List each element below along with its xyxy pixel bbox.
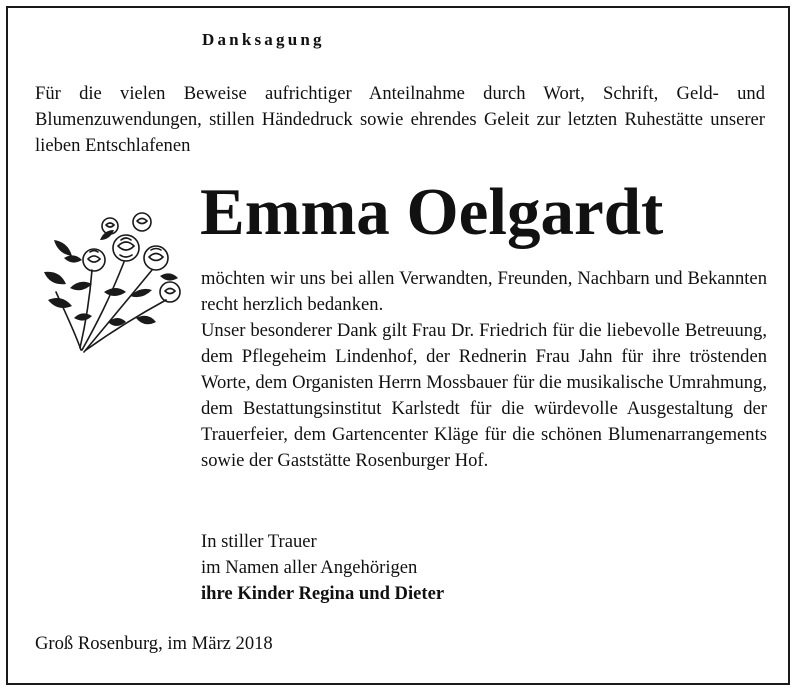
signature-block [201, 529, 444, 607]
place-date: Groß Rosenburg, im März 2018 [35, 633, 273, 654]
signature-line-2: im Namen aller Angehörigen [201, 557, 418, 578]
intro-text: Für die vielen Beweise aufrichtiger Anteilnahme durch Wort, Schrift, Geld- und Blumenzuwendungen, stillen Händedruck sowie ehrendes Geleit zur letzten Ruhestätte unserer lieben Entschlafenen [35, 83, 765, 156]
special-thanks-paragraph: Unser besonderer Dank gilt Frau Dr. Friedrich für die liebevolle Betreuung, dem Pflegeheim Lindenhof, der Rednerin Frau Jahn für ihre tröstenden Worte, dem Organisten Herrn Mossbauer für die musikalische Umrahmung, dem Bestattungsinstitut Karlstedt für die würdevolle Ausgestaltung der Trauerfeier, dem Gartencenter Kläge für die schönen Blumenarrangements sowie der Gaststätte Rosenburger Hof. [201, 320, 767, 471]
signature-line-1: In stiller Trauer [201, 531, 317, 552]
signature-names: ihre Kinder Regina und Dieter [201, 583, 445, 604]
flower-bouquet-icon [34, 200, 192, 360]
notice-heading: Danksagung [202, 30, 325, 49]
body-text [201, 266, 767, 474]
deceased-name: Emma Oelgardt [200, 175, 664, 249]
thanks-paragraph: möchten wir uns bei allen Verwandten, Freunden, Nachbarn und Bekannten recht herzlich bedanken. [201, 268, 767, 315]
